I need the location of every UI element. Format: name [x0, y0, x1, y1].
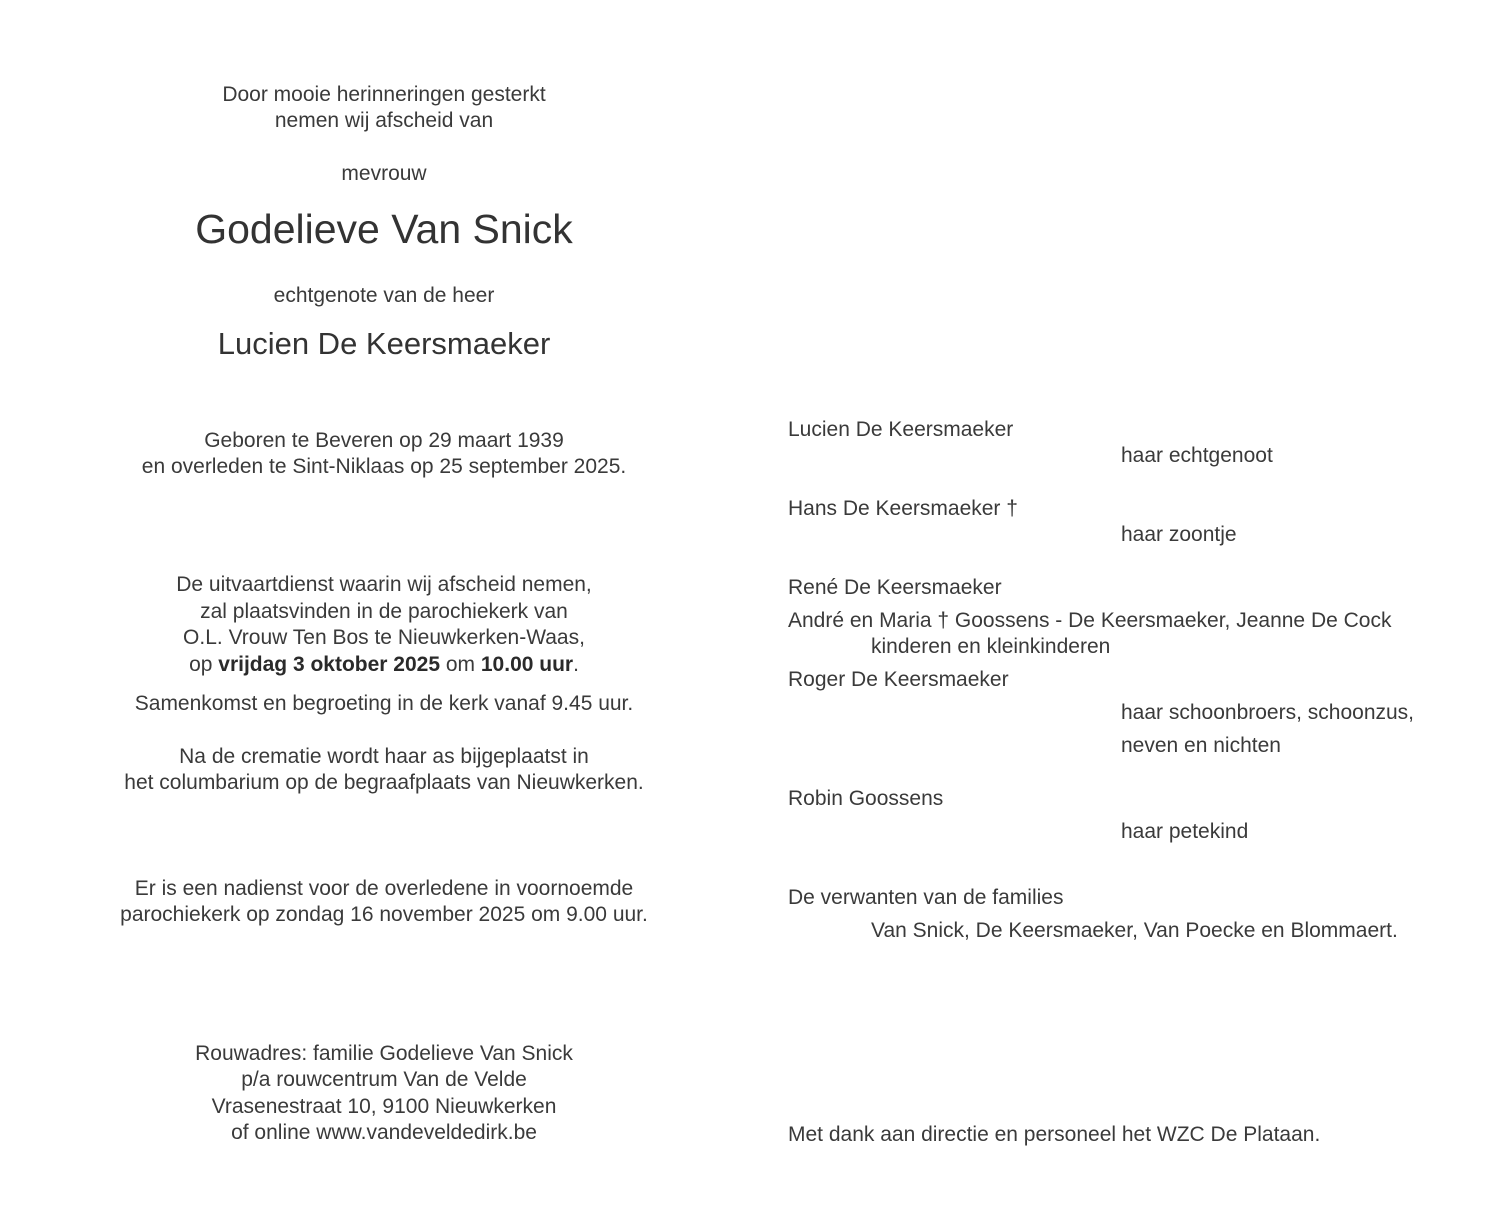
service-om: om: [440, 653, 481, 676]
mourner-3-name: René De Keersmaeker: [788, 576, 1002, 599]
address-line-1: Rouwadres: familie Godelieve Van Snick: [195, 1042, 573, 1065]
mourner-5-relation-1: haar schoonbroers, schoonzus,: [1121, 701, 1415, 724]
mourner-6-name: Robin Goossens: [788, 787, 944, 810]
mourner-1-name: Lucien De Keersmaeker: [788, 418, 1014, 441]
mourner-6-relation: haar petekind: [1121, 820, 1249, 843]
mourner-1-relation: haar echtgenoot: [1121, 444, 1273, 467]
spouse-intro: echtgenote van de heer: [273, 284, 495, 307]
memorial-line-1: Er is een nadienst voor de overledene in voornoemde: [134, 877, 634, 900]
birth-line: Geboren te Beveren op 29 maart 1939: [204, 429, 564, 452]
mourner-5-name: Roger De Keersmaeker: [788, 668, 1009, 691]
service-line-3: O.L. Vrouw Ten Bos te Nieuwkerken-Waas,: [183, 626, 585, 649]
address-line-4: of online www.vandeveldedirk.be: [231, 1121, 537, 1144]
mourner-5-relation-2: neven en nichten: [1121, 734, 1281, 757]
memorial-line-2: parochiekerk op zondag 16 november 2025 om 9.00 uur.: [120, 903, 648, 926]
cremation-line-2: het columbarium op de begraafplaats van Nieuwkerken.: [124, 771, 644, 794]
service-line-2: zal plaatsvinden in de parochiekerk van: [200, 600, 568, 623]
mourner-2-relation: haar zoontje: [1121, 523, 1237, 546]
cremation-line-1: Na de crematie wordt haar as bijgeplaatst in: [179, 745, 589, 768]
mourner-4-name: André en Maria † Goossens - De Keersmaeker, Jeanne De Cock: [788, 609, 1392, 632]
gathering-line: Samenkomst en begroeting in de kerk vanaf 9.45 uur.: [134, 692, 634, 715]
intro-line-1: Door mooie herinneringen gesterkt: [222, 83, 546, 106]
families-intro: De verwanten van de families: [788, 886, 1064, 909]
service-date: vrijdag 3 oktober 2025: [218, 653, 441, 676]
mourner-4-sub: kinderen en kleinkinderen: [871, 635, 1111, 658]
service-op: op: [189, 653, 219, 676]
death-line: en overleden te Sint-Niklaas op 25 september 2025.: [141, 455, 627, 478]
address-line-2: p/a rouwcentrum Van de Velde: [241, 1068, 527, 1091]
service-line-1: De uitvaartdienst waarin wij afscheid nemen,: [176, 573, 592, 596]
service-time: 10.00 uur: [480, 653, 574, 676]
service-end: .: [573, 653, 579, 676]
service-line-4: [189, 652, 579, 678]
families-names: Van Snick, De Keersmaeker, Van Poecke en Blommaert.: [871, 919, 1398, 942]
address-line-3: Vrasenestraat 10, 9100 Nieuwkerken: [211, 1095, 557, 1118]
mourner-2-name: Hans De Keersmaeker †: [788, 497, 1018, 520]
deceased-name: Godelieve Van Snick: [195, 206, 573, 252]
thanks-line: Met dank aan directie en personeel het WZC De Plataan.: [788, 1123, 1321, 1146]
spouse-name: Lucien De Keersmaeker: [217, 326, 551, 361]
title-mevrouw: mevrouw: [341, 162, 427, 185]
intro-line-2: nemen wij afscheid van: [274, 109, 494, 132]
